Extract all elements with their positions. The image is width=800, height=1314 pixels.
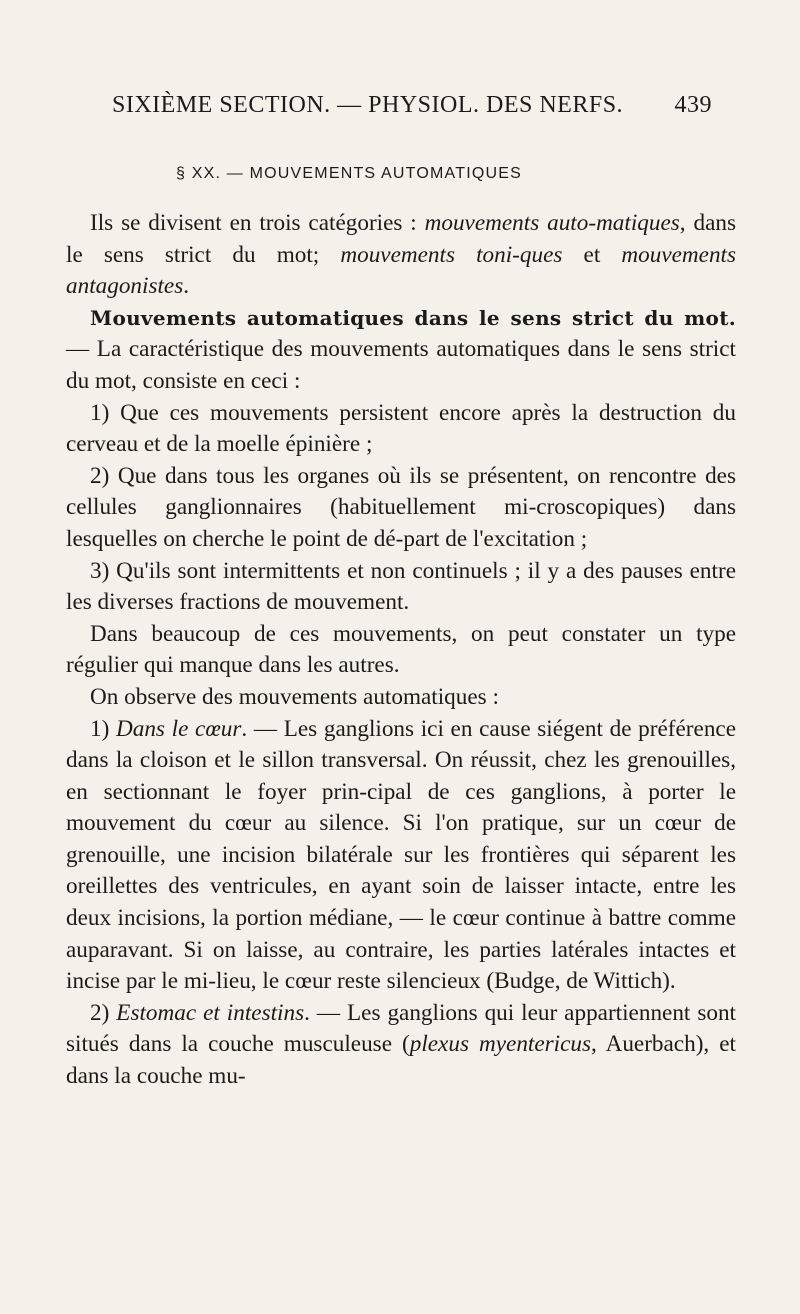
page-number: 439	[674, 92, 712, 118]
section-title: § XX. — MOUVEMENTS AUTOMATIQUES	[176, 165, 522, 182]
text-run: — La caractéristique des mouvements automatiques dans le sens strict du mot, consiste en ceci :	[66, 336, 736, 394]
italic-term: mouvements auto-matiques	[424, 210, 680, 236]
paragraph-item-2: 2) Que dans tous les organes où ils se présentent, on rencontre des cellules ganglionnaires (habituellement mi-croscopiques) dans lesquelles on cherche le point de dé-part de l'excitation ;	[66, 462, 736, 552]
running-title: SIXIÈME SECTION. — PHYSIOL. DES NERFS.	[112, 92, 624, 118]
text-run: 2)	[90, 999, 117, 1026]
paragraph-item-3: 3) Qu'ils sont intermittents et non continuels ; il y a des pauses entre les diverses fractions de mouvement.	[66, 557, 736, 616]
paragraph-item-1: 1) Que ces mouvements persistent encore après la destruction du cerveau et de la moelle épinière ;	[66, 399, 736, 458]
paragraph-stomach	[66, 998, 736, 1093]
running-header	[112, 92, 712, 122]
text-run: , dans le sens strict du mot;	[66, 210, 736, 268]
text-run: , Auerbach), et dans la couche mu-	[66, 1031, 736, 1090]
paragraph-intro	[66, 208, 736, 303]
text-run: .	[183, 273, 190, 300]
body-text	[66, 208, 736, 1093]
text-run: . — Les ganglions ici en cause siégent de préférence dans la cloison et le sillon transversal. On réussit, chez les grenouilles, en sectionnant le foyer prin-cipal de ces ganglions, à porter le mouvement du cœur au silence. Si l'on pratique, sur un cœur de grenouille, une incision bilatérale sur les frontières qui séparent les oreillettes des ventricules, en ayant soin de laisser intacte, entre les deux incisions, la portion médiane, — le cœur continue à battre comme auparavant. Si on laisse, au contraire, les parties latérales intactes et incise par le mi-lieu, le cœur reste silencieux (Budge, de Wittich).	[66, 715, 736, 995]
italic-term: Estomac et intestins	[116, 999, 305, 1026]
text-run: 1)	[90, 715, 116, 742]
paragraph-heart	[66, 714, 736, 998]
italic-term: plexus myentericus	[409, 1031, 592, 1058]
paragraph-observe: On observe des mouvements automatiques :	[90, 683, 499, 710]
italic-term: Dans le cœur	[116, 715, 242, 742]
text-run: . — Les ganglions qui leur appartiennent sont situés dans la couche musculeuse (	[66, 999, 736, 1058]
italic-term: mouvements antagonistes	[66, 241, 737, 300]
italic-term: mouvements toni-ques	[340, 241, 563, 268]
text-run: et	[562, 241, 622, 268]
paragraph-type: Dans beaucoup de ces mouvements, on peut constater un type régulier qui manque dans les autres.	[66, 620, 736, 679]
paragraph-heading	[66, 303, 736, 398]
run-in-heading: Mouvements automatiques dans le sens strict du mot.	[90, 305, 736, 330]
text-run: Ils se divisent en trois catégories :	[90, 210, 425, 236]
